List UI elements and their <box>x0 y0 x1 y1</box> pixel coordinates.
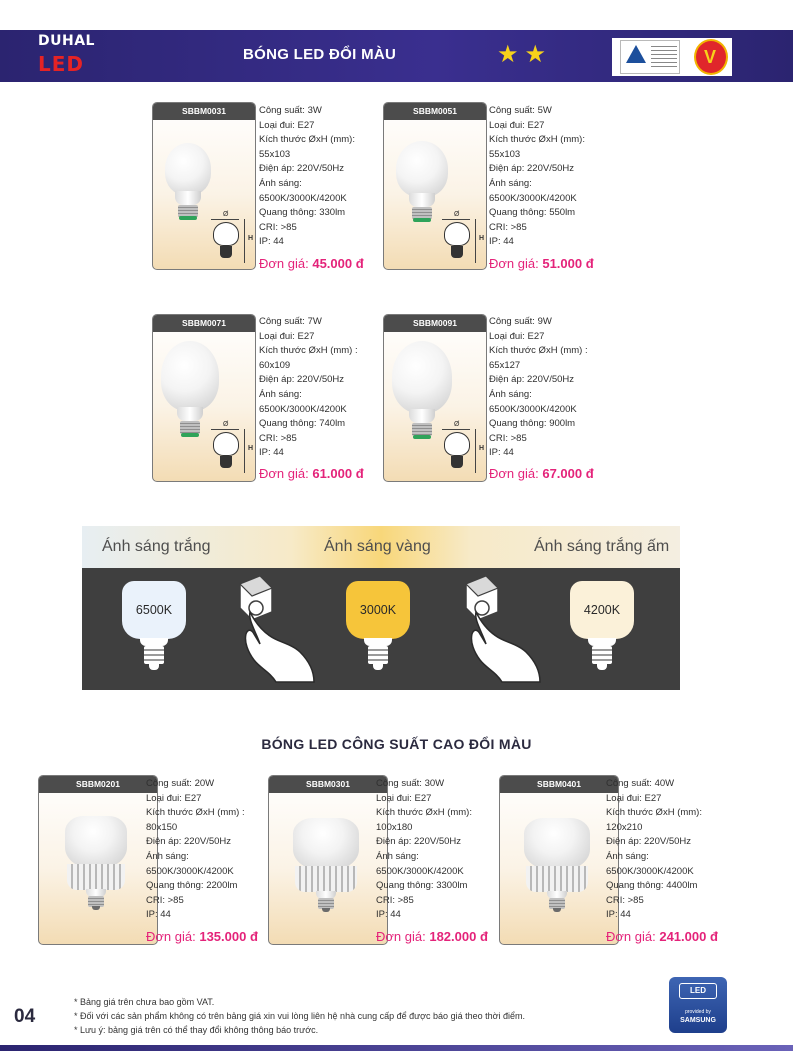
samsung-led-badge-icon: LED provided by SAMSUNG <box>669 977 727 1033</box>
product-price: Đơn giá: 51.000 đ <box>489 256 594 271</box>
product-specs: Công suất: 3W Loại đui: E27 Kích thước ØxH (mm): 55x103 Điện áp: 220V/50Hz Ánh sáng: 6500K/3000K/4200K Quang thông: 330lm CRI: >85 IP: 44 <box>259 105 355 248</box>
v-badge-icon: V <box>694 39 728 75</box>
bulb-icon <box>520 818 594 916</box>
page-number: 04 <box>14 1006 36 1027</box>
dimension-diagram-icon: Ø H <box>440 423 484 475</box>
product-specs: Công suất: 5W Loại đui: E27 Kích thước ØxH (mm): 55x103 Điện áp: 220V/50Hz Ánh sáng: 6500K/3000K/4200K Quang thông: 550lm CRI: >85 IP: 44 <box>489 105 585 248</box>
dimension-diagram-icon: Ø H <box>440 213 484 265</box>
note-vat: * Bảng giá trên chưa bao gồm VAT. <box>74 997 215 1007</box>
product-card <box>38 775 158 945</box>
certification-badges <box>612 38 732 76</box>
product-code: SBBM0071 <box>152 314 256 332</box>
duhal-logo <box>38 33 100 77</box>
product-card <box>499 775 619 945</box>
product-price: Đơn giá: 61.000 đ <box>259 466 364 481</box>
product-card <box>383 102 487 270</box>
product-price: Đơn giá: 45.000 đ <box>259 256 364 271</box>
dimension-diagram-icon: Ø H <box>209 423 253 475</box>
color-change-panel <box>82 568 680 690</box>
product-price: Đơn giá: 135.000 đ <box>146 929 258 944</box>
bulb-icon <box>163 143 213 227</box>
bulb-icon: 6500K <box>122 581 186 673</box>
label-white-light: Ánh sáng trắng <box>102 538 211 555</box>
product-price: Đơn giá: 182.000 đ <box>376 929 488 944</box>
bulb-icon <box>289 818 363 916</box>
product-specs: Công suất: 9W Loại đui: E27 Kích thước ØxH (mm) : 65x127 Điện áp: 220V/50Hz Ánh sáng: 6500K/3000K/4200K Quang thông: 900lm CRI: >85 IP: 44 <box>489 316 588 459</box>
product-code: SBBM0051 <box>383 102 487 120</box>
product-card <box>383 314 487 482</box>
product-card <box>152 314 256 482</box>
bulb-icon: 3000K <box>346 581 410 673</box>
product-card <box>268 775 388 945</box>
product-code: SBBM0401 <box>499 775 619 793</box>
logo-text-bottom: LED <box>38 52 85 76</box>
product-specs: Công suất: 30W Loại đui: E27 Kích thước ØxH (mm): 100x180 Điện áp: 220V/50Hz Ánh sáng: 6500K/3000K/4200K Quang thông: 3300lm CRI: >85 IP: 44 <box>376 778 472 921</box>
label-warm-white-light: Ánh sáng trắng ấm <box>534 538 670 555</box>
bulb-icon: 4200K <box>570 581 634 673</box>
product-code: SBBM0201 <box>38 775 158 793</box>
product-code: SBBM0301 <box>268 775 388 793</box>
note-contact: * Đối với các sản phẩm không có trên bảng giá xin vui lòng liên hệ nhà cung cấp để được báo giá theo thời điểm. <box>74 1011 526 1021</box>
light-color-band <box>82 526 680 568</box>
product-specs: Công suất: 40W Loại đui: E27 Kích thước ØxH (mm): 120x210 Điện áp: 220V/50Hz Ánh sáng: 6500K/3000K/4200K Quang thông: 4400lm CRI: >85 IP: 44 <box>606 778 702 921</box>
note-change: * Lưu ý: bảng giá trên có thể thay đổi không thông báo trước. <box>74 1025 319 1035</box>
footer-bar <box>0 1045 793 1051</box>
product-specs: Công suất: 20W Loại đui: E27 Kích thước ØxH (mm) : 80x150 Điện áp: 220V/50Hz Ánh sáng: 6500K/3000K/4200K Quang thông: 2200lm CRI: >85 IP: 44 <box>146 778 245 921</box>
section-title: BÓNG LED CÔNG SUẤT CAO ĐỔI MÀU <box>261 736 532 752</box>
product-card <box>152 102 256 270</box>
product-price: Đơn giá: 241.000 đ <box>606 929 718 944</box>
hand-switch-icon <box>230 572 320 684</box>
product-code: SBBM0091 <box>383 314 487 332</box>
bulb-icon <box>61 816 131 912</box>
product-price: Đơn giá: 67.000 đ <box>489 466 594 481</box>
star-icon: ★★ <box>497 41 553 68</box>
product-code: SBBM0031 <box>152 102 256 120</box>
logo-text-top: DUHAL <box>38 33 95 49</box>
product-specs: Công suất: 7W Loại đui: E27 Kích thước ØxH (mm) : 60x109 Điện áp: 220V/50Hz Ánh sáng: 6500K/3000K/4200K Quang thông: 740lm CRI: >85 IP: 44 <box>259 316 358 459</box>
header-bar <box>0 30 793 82</box>
label-yellow-light: Ánh sáng vàng <box>324 538 431 555</box>
page-title: BÓNG LED ĐỔI MÀU <box>243 46 397 63</box>
hand-switch-icon <box>456 572 546 684</box>
certification-badge-icon <box>620 40 680 74</box>
dimension-diagram-icon: Ø H <box>209 213 253 265</box>
footer-notes <box>74 995 525 1037</box>
